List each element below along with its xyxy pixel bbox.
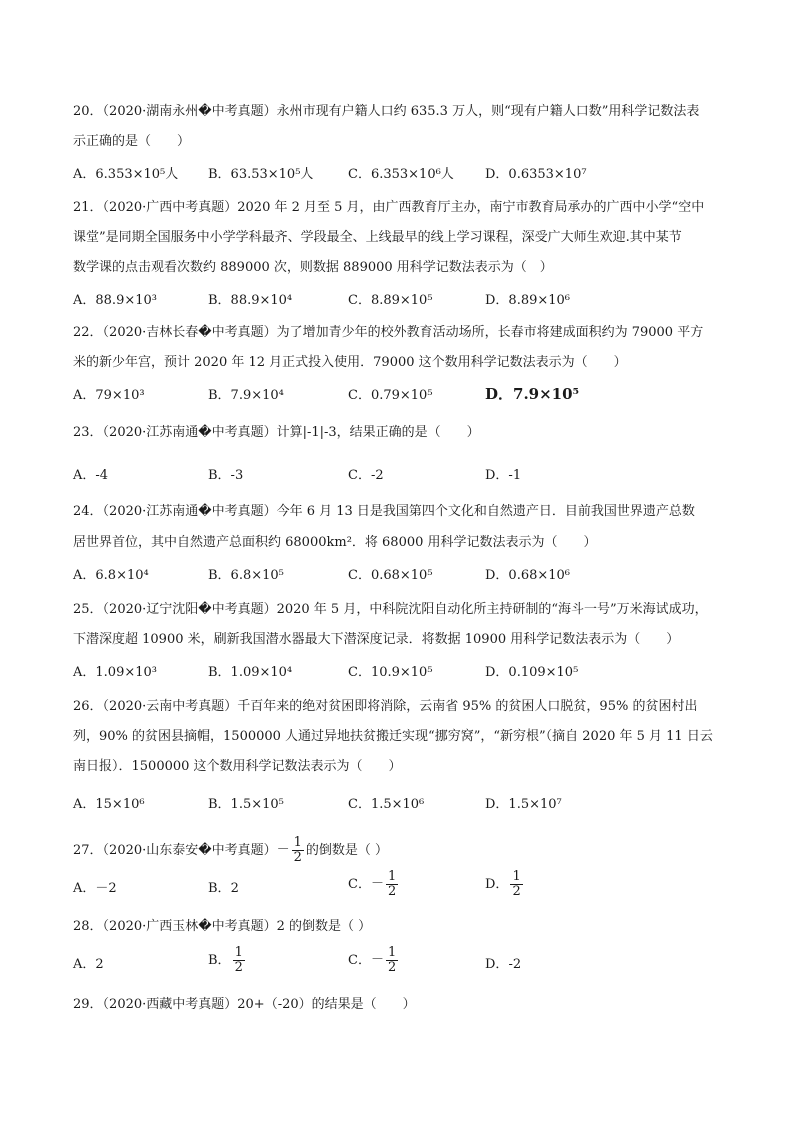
q26-option-a[interactable]: A．15×10⁶ — [73, 797, 145, 812]
q25-stem-line2: 下潜深度超 10900 米，刷新我国潜水器最大下潜深度记录．将数据 10900 用科学记数法表示为（ ） — [73, 632, 680, 647]
q23-option-b[interactable]: B．-3 — [208, 468, 244, 483]
q26-option-b[interactable]: B．1.5×10⁵ — [208, 797, 284, 812]
q28-option-b[interactable] — [208, 946, 247, 975]
q22-stem-line2: 米的新少年宫，预计 2020 年 12 月正式投入使用．79000 这个数用科学记数法表示为（ ） — [73, 355, 627, 370]
q27-stem-suffix: 的倒数是（ ） — [305, 843, 389, 858]
q22-option-b[interactable]: B．7.9×10⁴ — [208, 388, 284, 403]
option-value: 2 — [95, 957, 104, 972]
q23-stem-line1: 23．（2020·江苏南通�中考真题）计算|-1|-3，结果正确的是（ ） — [73, 425, 480, 440]
fraction-denominator: 2 — [234, 960, 243, 975]
option-letter: D． — [485, 877, 509, 892]
q24-option-b[interactable]: B．6.8×10⁵ — [208, 568, 284, 583]
q24-stem-line1: 24．（2020·江苏南通�中考真题）今年 6 月 13 日是我国第四个文化和自然遗产日．目前我国世界遗产总数 — [73, 504, 695, 519]
fraction-numerator: 1 — [387, 869, 397, 884]
q20-stem-line2: 示正确的是（ ） — [73, 134, 191, 149]
fraction-numerator: 1 — [234, 945, 243, 960]
q22-option-d[interactable]: D．7.9×10⁵ — [485, 385, 580, 403]
q26-stem-line1: 26．（2020·云南中考真题）千百年来的绝对贫困即将消除，云南省 95% 的贫困人口脱贫，95% 的贫困村出 — [73, 699, 698, 714]
q21-option-c[interactable]: C．8.89×10⁵ — [348, 293, 433, 308]
q21-option-d[interactable]: D．8.89×10⁶ — [485, 293, 571, 308]
q24-option-c[interactable]: C．0.68×10⁵ — [348, 568, 433, 583]
option-letter: D． — [485, 957, 509, 972]
minus-sign: － — [370, 952, 384, 968]
fraction-one-half — [386, 946, 398, 975]
fraction-one-half — [386, 870, 398, 899]
q24-stem-line2: 居世界首位，其中自然遗产总面积约 68000km²．将 68000 用科学记数法表示为（ ） — [73, 535, 597, 550]
q25-option-a[interactable]: A．1.09×10³ — [73, 665, 157, 680]
fraction-denominator: 2 — [512, 884, 521, 899]
q25-stem-line1: 25．（2020·辽宁沈阳�中考真题）2020 年 5 月，中科院沈阳自动化所主持研制的“海斗一号”万米海试成功， — [73, 602, 708, 617]
q21-option-a[interactable]: A．88.9×10³ — [73, 293, 157, 308]
fraction-one-half — [510, 870, 522, 899]
option-letter: C． — [348, 953, 371, 968]
q24-option-d[interactable]: D．0.68×10⁶ — [485, 568, 571, 583]
q24-option-a[interactable]: A．6.8×10⁴ — [73, 568, 149, 583]
q20-stem-line1: 20．（2020·湖南永州�中考真题）永州市现有户籍人口约 635.3 万人，则“现有户籍人口数”用科学记数法表 — [73, 104, 700, 119]
q23-option-a[interactable]: A．-4 — [73, 468, 109, 483]
q20-option-d[interactable]: D．0.6353×10⁷ — [485, 167, 587, 182]
option-letter: B． — [208, 953, 231, 968]
q20-option-b[interactable]: B．63.53×10⁵人 — [208, 167, 314, 182]
q28-option-d[interactable] — [485, 956, 521, 974]
q26-stem-line2: 列，90% 的贫困县摘帽，1500000 人通过异地扶贫搬迁实现“挪穷窝”，“新穷根”（摘自 2020 年 5 月 11 日云 — [73, 729, 713, 744]
q26-stem-line3: 南日报）．1500000 这个数用科学记数法表示为（ ） — [73, 759, 402, 774]
fraction-denominator: 2 — [387, 960, 397, 975]
q29-stem-line1: 29．（2020·西藏中考真题）20+（-20）的结果是（ ） — [73, 997, 416, 1012]
option-value: 2 — [230, 881, 239, 896]
q25-option-c[interactable]: C．10.9×10⁵ — [348, 665, 433, 680]
q23-option-d[interactable]: D．-1 — [485, 468, 522, 483]
option-letter: A． — [73, 881, 96, 896]
minus-sign: － — [370, 876, 384, 892]
q27-stem — [73, 836, 723, 865]
option-value: -2 — [508, 957, 522, 972]
q21-option-b[interactable]: B．88.9×10⁴ — [208, 293, 293, 308]
q22-option-a[interactable]: A．79×10³ — [73, 388, 145, 403]
q22-option-c[interactable]: C．0.79×10⁵ — [348, 388, 433, 403]
q23-option-c[interactable]: C．-2 — [348, 468, 384, 483]
q27-option-b[interactable] — [208, 880, 239, 898]
q27-option-d[interactable] — [485, 870, 525, 899]
q26-option-d[interactable]: D．1.5×10⁷ — [485, 797, 562, 812]
q25-option-d[interactable]: D．0.109×10⁵ — [485, 665, 579, 680]
q28-option-a[interactable] — [73, 956, 104, 974]
q21-stem-line2: 课堂”是同期全国服务中小学学科最齐、学段最全、上线最早的线上学习课程，深受广大师生欢迎.其中某节 — [73, 230, 682, 245]
fraction-one-half — [233, 946, 245, 975]
fraction-numerator: 1 — [293, 835, 302, 850]
fraction-denominator: 2 — [387, 884, 397, 899]
q22-stem-line1: 22．（2020·吉林长春�中考真题）为了增加青少年的校外教育活动场所，长春市将建成面积约为 79000 平方 — [73, 325, 704, 340]
q21-stem-line1: 21．（2020·广西中考真题）2020 年 2 月至 5 月，由广西教育厅主办，南宁市教育局承办的广西中小学“空中 — [73, 200, 705, 215]
q28-option-c[interactable] — [348, 946, 400, 975]
q26-option-c[interactable]: C．1.5×10⁶ — [348, 797, 425, 812]
option-value: －2 — [95, 881, 117, 896]
q27-option-c[interactable] — [348, 870, 400, 899]
q21-stem-line3: 数学课的点击观看次数约 889000 次，则数据 889000 用科学记数法表示为（ ） — [73, 260, 553, 275]
minus-sign: － — [276, 842, 290, 858]
fraction-numerator: 1 — [512, 869, 521, 884]
fraction-one-half — [292, 836, 304, 865]
q25-option-b[interactable]: B．1.09×10⁴ — [208, 665, 293, 680]
q20-option-c[interactable]: C．6.353×10⁶人 — [348, 167, 454, 182]
q27-option-a[interactable] — [73, 880, 117, 898]
option-letter: B． — [208, 881, 231, 896]
q28-stem-line1: 28．（2020·广西玉林�中考真题）2 的倒数是（ ） — [73, 919, 372, 934]
option-letter: A． — [73, 957, 96, 972]
option-letter: C． — [348, 877, 371, 892]
q27-stem-prefix: 27．（2020·山东泰安�中考真题） — [73, 843, 277, 858]
q20-option-a[interactable]: A．6.353×10⁵人 — [73, 167, 179, 182]
fraction-numerator: 1 — [387, 945, 397, 960]
fraction-denominator: 2 — [293, 850, 302, 865]
